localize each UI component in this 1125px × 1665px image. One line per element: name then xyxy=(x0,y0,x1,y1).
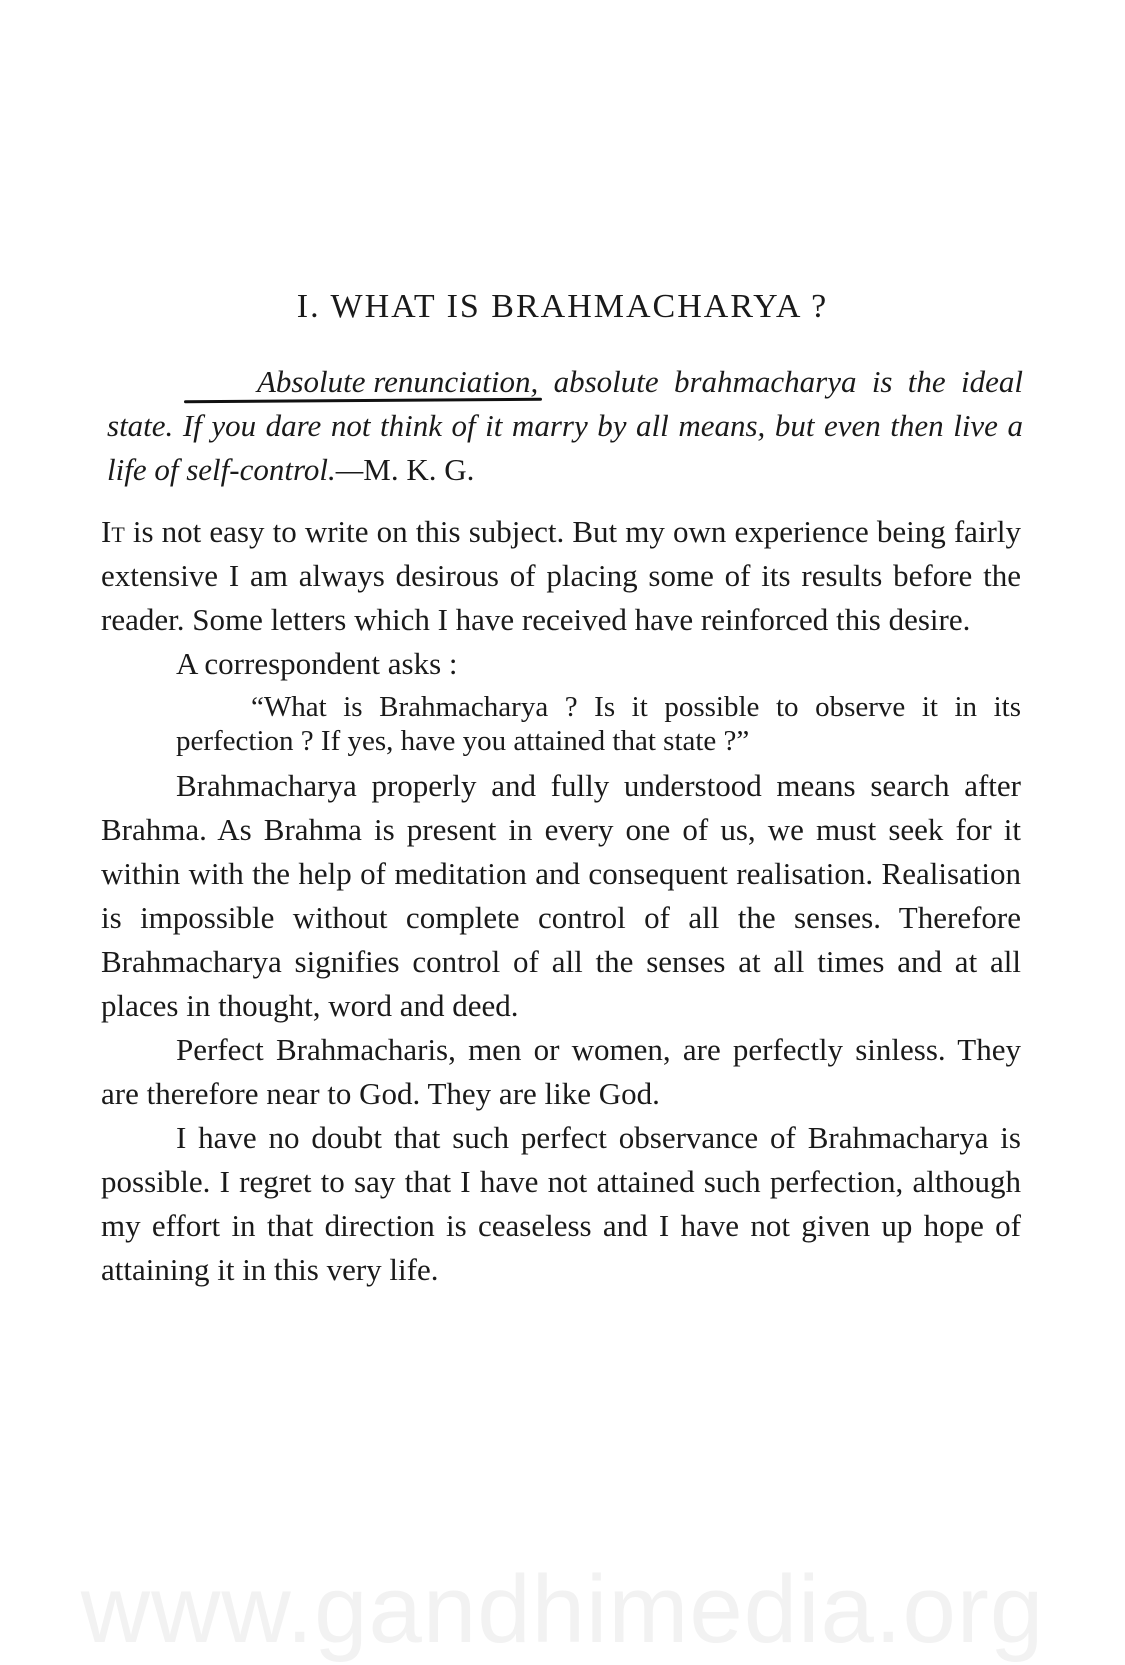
paragraph-5: I have no doubt that such perfect observance of Brahmacharya is possible. I regret to say that I have not attained such perfection, although my effort in that direction is ceaseless and I have not given up hope of attaining it in this very life. xyxy=(101,1120,1021,1287)
watermark: www.gandhimedia.org xyxy=(80,1556,1045,1663)
epigraph-lead-underlined: Absolute renunciation, xyxy=(182,360,538,404)
paragraph-4: Perfect Brahmacharis, men or women, are perfectly sinless. They are therefore near to God. They are like God. xyxy=(101,1032,1021,1111)
chapter-title: I. WHAT IS BRAHMACHARYA ? xyxy=(296,288,829,325)
paragraph-3: Brahmacharya properly and fully understood means search after Brahma. As Brahma is present in every one of us, we must seek for it within with the help of meditation and consequent realisation. Realisation is impossible without complete control of all the senses. Therefore Brahmacharya signifies control of all the senses at all times and at all places in thought, word and deed. xyxy=(101,768,1021,1023)
body-text xyxy=(101,510,1021,1292)
paragraph-1 xyxy=(101,510,1021,642)
block-quote: “What is Brahmacharya ? Is it possible to observe it in its perfection ? If yes, have you attained that state ?” xyxy=(176,691,1021,757)
epigraph xyxy=(107,360,1023,492)
paragraph-1-text: is not easy to write on this subject. But my own experience being fairly extensive I am always desirous of placing some of its results before the reader. Some letters which I have received have reinforced this desire. xyxy=(101,514,1021,637)
epigraph-attribution: M. K. G. xyxy=(363,452,475,487)
paragraph-2: A correspondent asks : xyxy=(176,646,458,681)
epigraph-text: absolute brahmacharya is the ideal state. If you dare not think of it marry by all means, but even then live a life of self-control.— xyxy=(107,364,1023,487)
paragraph-1-first-word: It xyxy=(101,514,125,549)
